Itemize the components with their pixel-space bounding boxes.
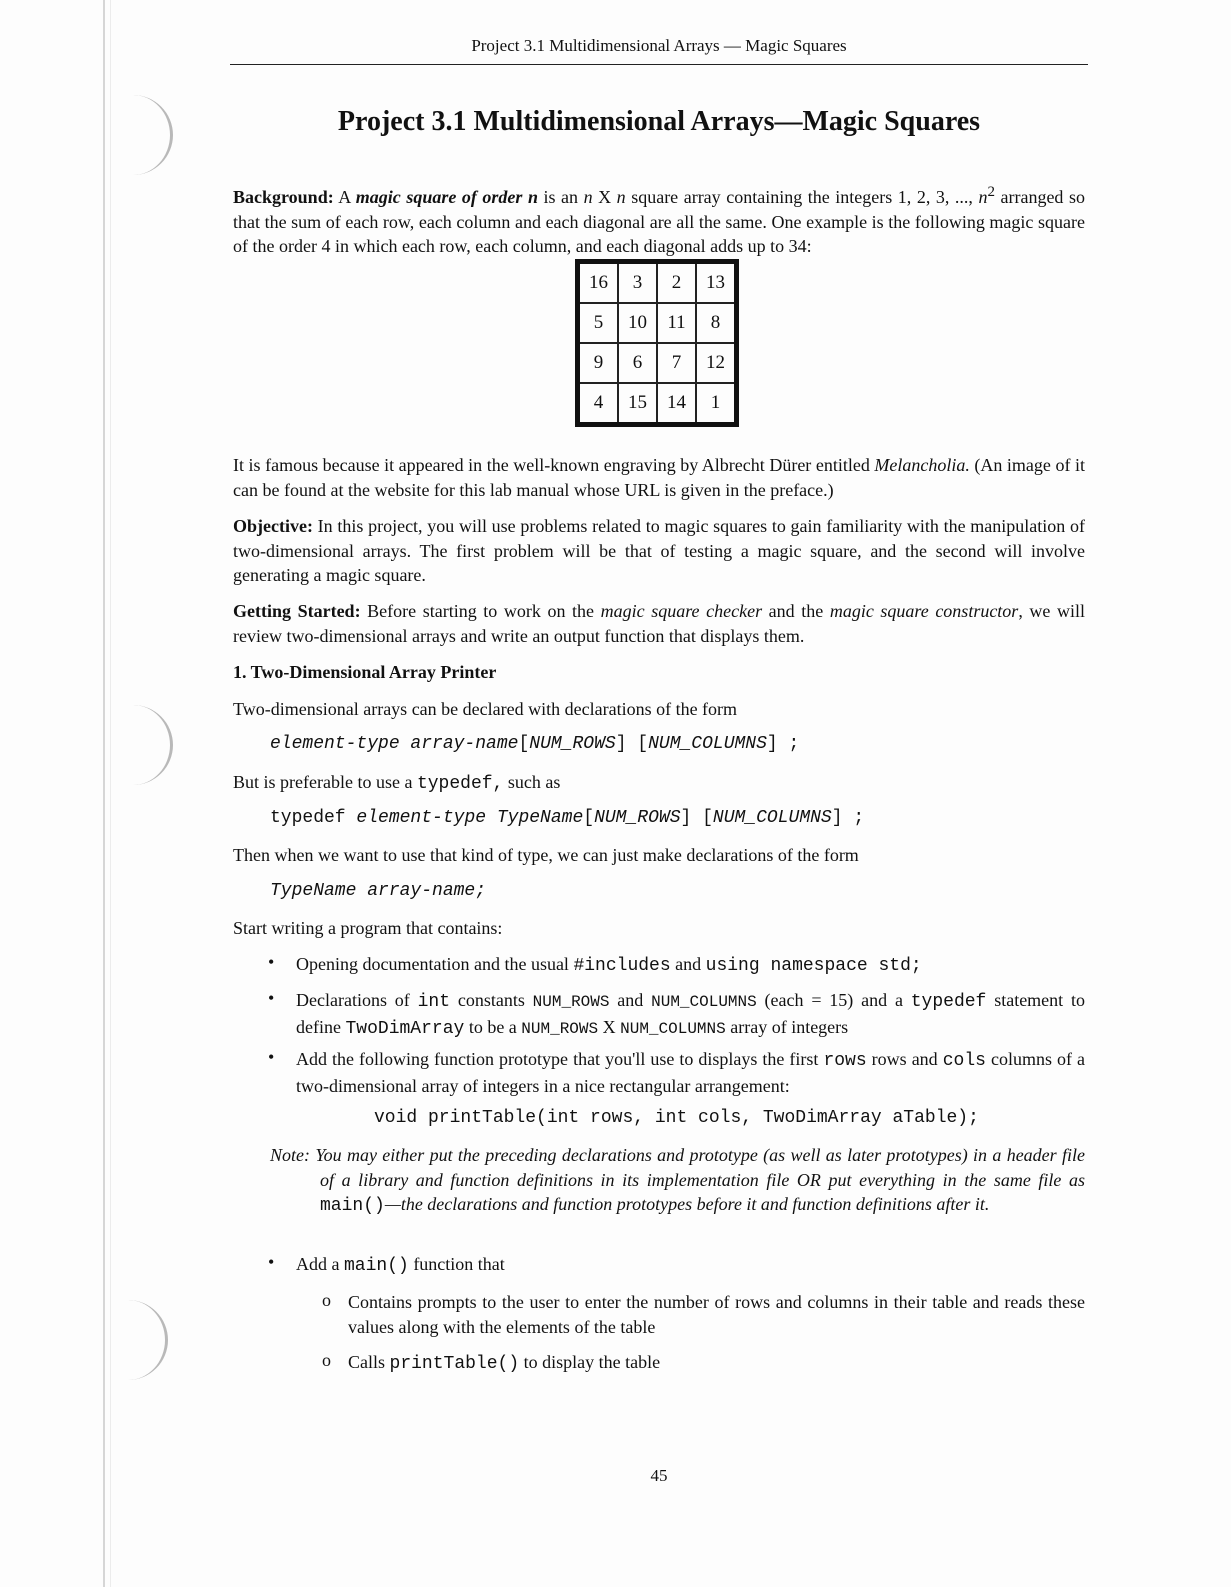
note-label: Note: [270,1145,310,1165]
magic-square-row [578,262,737,304]
magic-square-cell: 5 [578,303,619,343]
magic-square-cell: 2 [657,262,696,304]
code-printtable-prototype: void printTable(int rows, int cols, TwoDimArray aTable); [374,1108,979,1128]
background-label: Background: [233,187,334,207]
magic-square-cell: 10 [618,303,657,343]
magic-square-cell: 1 [696,383,737,425]
magic-square-row [578,343,737,383]
running-head: Project 3.1 Multidimensional Arrays — Magic Squares [471,36,847,55]
magic-square-cell: 12 [696,343,737,383]
sub-bullet-marker: o [322,1350,331,1370]
binder-margin-line-faint [110,0,111,1587]
bullet-item: Add the following function prototype that you'll use to displays the first rows rows and cols columns of a two-dimensional array of integers in a nice rectangular arrangement: [296,1049,1085,1096]
punch-hole-bottom [125,1300,168,1380]
page-title: Project 3.1 Multidimensional Arrays—Magic Squares [337,106,981,137]
magic-square-cell: 16 [578,262,619,304]
melancholia-title: Melancholia. [874,455,970,475]
bullet-marker: • [268,1252,275,1272]
magic-square-cell: 15 [618,383,657,425]
bullet-item: Declarations of int constants NUM_ROWS and NUM_COLUMNS (each = 15) and a typedef statement to define TwoDimArray to be a NUM_ROWS X NUM_COLUMNS array of integers [296,990,1085,1039]
magic-square-cell: 11 [657,303,696,343]
declaration-intro: Two-dimensional arrays can be declared with declarations of the form [233,699,738,719]
bullet-item: Opening documentation and the usual #includes and using namespace std; [296,954,922,976]
magic-square-cell: 3 [618,262,657,304]
magic-square-table [575,259,739,427]
magic-square-row [578,303,737,343]
section-heading: 1. Two-Dimensional Array Printer [233,662,497,682]
magic-square-cell: 6 [618,343,657,383]
punch-hole-top [130,95,173,175]
background-paragraph: Background: A magic square of order n is an n X n square array containing the integers 1, 2, 3, ..., $n^2$ arranged so that the sum of each row, each column and each diagonal are all the same. One example is the following magic square of the order 4 in which each row, each column, and each diagonal adds up to 34: [233,184,1085,256]
then-paragraph: Then when we want to use that kind of type, we can just make declarations of the form [233,845,859,865]
magic-square-cell: 4 [578,383,619,425]
typedef-preference: But is preferable to use a typedef, such as [233,772,561,794]
magic-square-cell: 14 [657,383,696,425]
famous-paragraph: It is famous because it appeared in the well-known engraving by Albrecht Dürer entitled Melancholia. (An image of it can be found at the website for this lab manual whose URL is given in the preface.) [233,455,1085,500]
getting-started-paragraph: Getting Started: Before starting to work on the magic square checker and the magic square constructor, we will review two-dimensional arrays and write an output function that displays them. [233,601,1085,646]
binder-margin-line [103,0,105,1587]
header-rule [230,64,1088,65]
start-writing: Start writing a program that contains: [233,918,503,938]
code-typedef-form: typedef element-type TypeName[NUM_ROWS] [NUM_COLUMNS] ; [270,808,865,828]
objective-label: Objective: [233,516,313,536]
magic-square-cell: 9 [578,343,619,383]
bullet-item: Add a main() function that [296,1254,505,1276]
magic-square-term: magic square of order n [355,187,538,207]
code-typename-form: TypeName array-name; [270,881,487,901]
magic-square-row [578,383,737,425]
bullet-marker: • [268,1047,275,1067]
page-number: 45 [650,1466,668,1485]
sub-bullet-item: Contains prompts to the user to enter the number of rows and columns in their table and reads these values along with the elements of the table [348,1292,1085,1337]
code-declaration-form: element-type array-name[NUM_ROWS] [NUM_COLUMNS] ; [270,734,800,754]
magic-square-cell: 13 [696,262,737,304]
magic-square-cell: 7 [657,343,696,383]
bullet-marker: • [268,988,275,1008]
magic-square-cell: 8 [696,303,737,343]
sub-bullet-item: Calls printTable() to display the table [348,1352,661,1374]
objective-paragraph: Objective: In this project, you will use problems related to magic squares to gain familiarity with the manipulation of two-dimensional arrays. The first problem will be that of testing a magic square, and the second will involve generating a magic square. [233,516,1085,585]
punch-hole-middle [130,705,173,785]
bullet-marker: • [268,952,275,972]
note-paragraph: Note: You may either put the preceding declarations and prototype (as well as later prototypes) in a header file of a library and function definitions in its implementation file OR put everything in the same file as main()—the declarations and function prototypes before it and function definitions after it. [270,1145,1085,1216]
sub-bullet-marker: o [322,1290,331,1310]
getting-started-label: Getting Started: [233,601,361,621]
